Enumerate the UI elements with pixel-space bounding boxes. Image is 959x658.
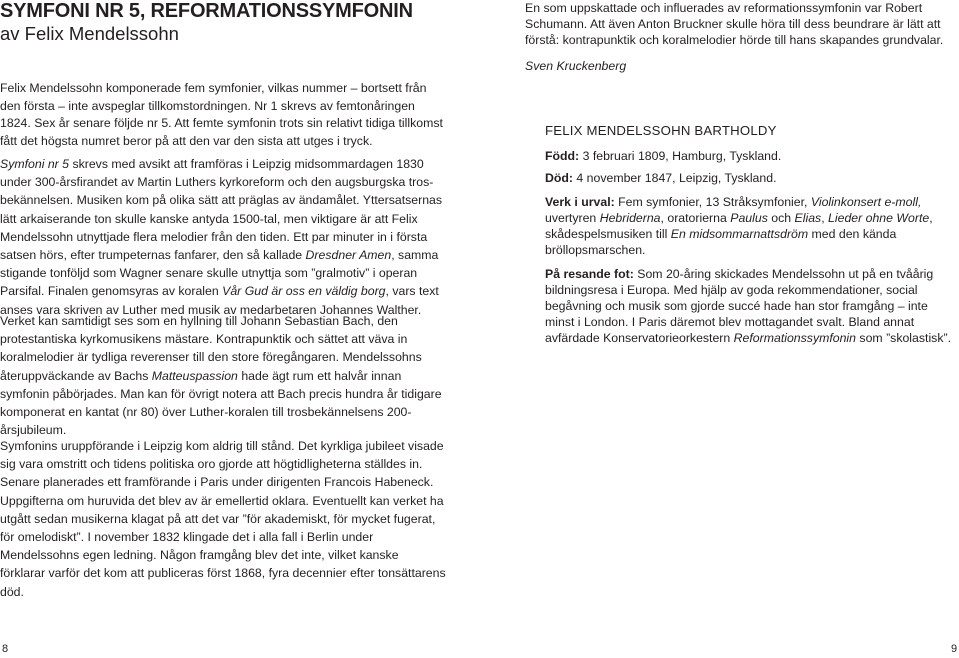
- intro-paragraph: Felix Mendelssohn komponerade fem symfonier, vilkas nummer – bortsett från den första – inte avspeglar tillkomstordningen. Nr 1 skrevs av femtonåringen 1824. Sex år senare följde nr 5. Att femte symfonin trots sin relativt tidiga tillkomst fått det högsta numret beror på att den var den sista att utges i tryck.: [0, 81, 443, 148]
- fact-born: Född: 3 februari 1809, Hamburg, Tyskland.: [545, 149, 782, 163]
- article-subtitle: av Felix Mendelssohn: [0, 23, 179, 44]
- work-title: Symfoni nr 5: [0, 157, 70, 171]
- body-paragraph-1: Symfoni nr 5 skrevs med avsikt att framföras i Leipzig midsommardagen 1830 under 300-årsfirandet av Martin Luthers kyrkoreform och den augsburgska tros-bekännelsen. Musiken kom på olika sätt att präglas av ändamålet. Yttersatsernas lätt arkaiserande ton skulle kanske antyda 1500-tal, men viktigare är att Felix Mendelssohn utnyttjade flera melodier från den tiden. Ett par minuter in i första satsen hörs, efter trumpeternas fanfarer, den så kallade Dresdner Amen, samma stigande tonföljd som Wagner senare skulle utnyttja som ”gralmotiv” i operan Parsifal. Finalen genomsyras av koralen Vår Gud är oss en väldig borg, vars text anses vara skriven av Luther med musik av medarbetaren Johannes Walther.: [0, 157, 443, 317]
- body-paragraph-2: Verket kan samtidigt ses som en hyllning till Johann Sebastian Bach, den protestantiska kyrkomusikens mästare. Kontrapunktik och sättet att väva in koralmelodier är tydliga reverenser till den store föregångaren. Mendelssohns återuppväckande av Bachs Matteuspassion hade ägt rum ett halvår innan symfonin påbörjades. Man kan för övrigt notera att Bach precis hundra år tidigare komponerat en kantat (nr 80) över Luther-koralen till trosbekännelsens 200-årsjubileum.: [0, 314, 442, 438]
- article-title: SYMFONI NR 5, REFORMATIONSSYMFONIN: [0, 0, 413, 22]
- continued-paragraph: En som uppskattade och influerades av reformationssymfonin var Robert Schumann. Att även Anton Bruckner skulle höra till dess beundrare är lätt att förstå: kontrapunktik och koralmelodier hörde till hans skapandes grundvalar.: [525, 1, 944, 47]
- fact-died: Död: 4 november 1847, Leipzig, Tyskland.: [545, 171, 777, 185]
- left-page: [0, 0, 452, 599]
- fact-works: Verk i urval: Fem symfonier, 13 Stråksymfonier, Violinkonsert e-moll, uvertyren Hebriderna, oratorierna Paulus och Elias, Lieder ohne Worte, skådespelsmusiken till En midsommarnattsdröm med den kända bröllopsmarschen.: [545, 195, 933, 257]
- author-byline: Sven Kruckenberg: [525, 59, 627, 73]
- fact-travel: På resande fot: Som 20-åring skickades Mendelssohn ut på en tvåårig bildningsresa i Europa. Med hjälp av goda rekommendationer, social begåvning och musik som gjorde succé hade han stor framgång – inte minst i London. I Paris däremot blev mottagandet svalt. Bland annat avfärdade Konservatorieorkestern Reformationssymfonin som ”skolastisk”.: [545, 267, 951, 345]
- fact-box-title: FELIX MENDELSSOHN BARTHOLDY: [545, 123, 777, 138]
- composer-fact-box: [525, 123, 957, 352]
- body-paragraph-3: Symfonins uruppförande i Leipzig kom aldrig till stånd. Det kyrkliga jubileet visade sig vara omstritt och tidens politiska oro gjorde att högtidligheterna ställdes in. Senare planerades ett framförande i Paris under dirigenten Francois Habeneck. Uppgifterna om huruvida det blev av är emellertid oklara. Eventuellt kan verket ha utgått sedan musikerna klagat på att det var ”för akademiskt, för mycket fugerat, för omelodiskt”. I november 1832 klingade det i alla fall i Berlin under Mendelssohns egen ledning. Någon framgång blev det inte, vilket kanske förklarar varför det kom att publiceras först 1868, fyra decennier efter tonsättarens död.: [0, 439, 446, 599]
- page-number-right: 9: [951, 643, 958, 655]
- page-number-left: 8: [2, 643, 9, 655]
